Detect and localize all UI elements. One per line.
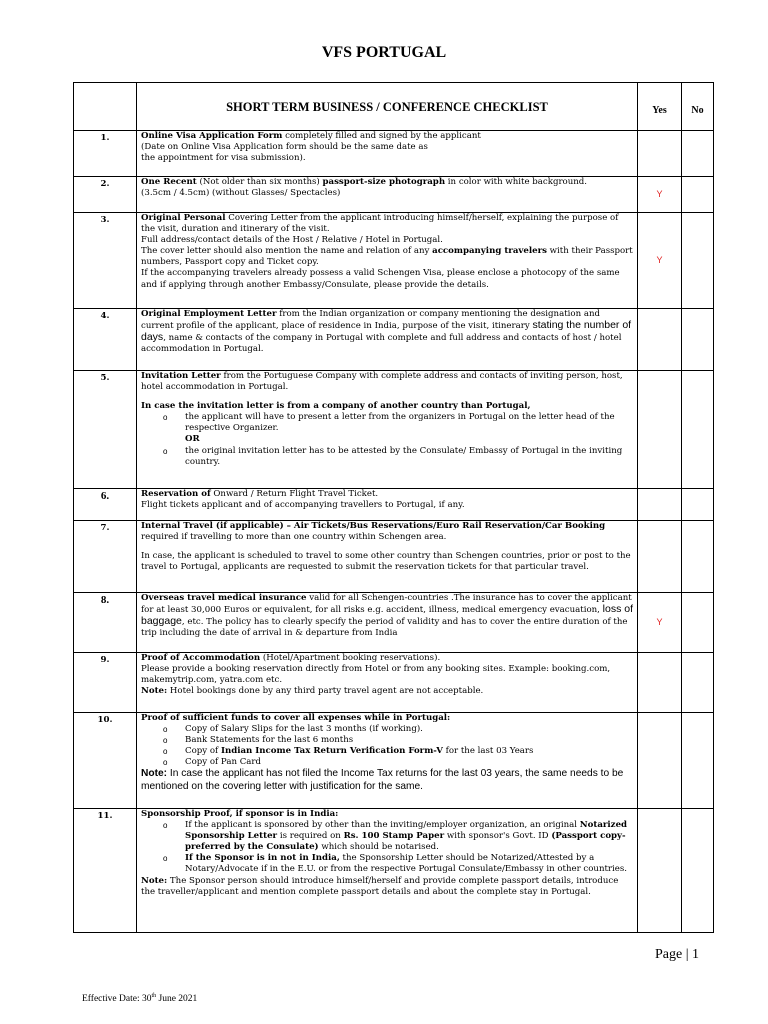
yes-cell bbox=[638, 371, 682, 489]
yes-cell: Y bbox=[638, 593, 682, 653]
table-row bbox=[74, 521, 714, 593]
list-item: o If the applicant is sponsored by other than the inviting/employer organization, an original Notarized Sponsorship Letter is required on Rs. 100 Stamp Paper with sponsor's Govt. ID (Passport copy- preferred by the Consulate) which should be notarised. bbox=[141, 820, 633, 853]
yes-cell bbox=[638, 309, 682, 371]
row-number: 10. bbox=[74, 713, 137, 809]
table-row bbox=[74, 371, 714, 489]
table-row bbox=[74, 593, 714, 653]
table-header-row bbox=[74, 83, 714, 131]
checklist-table bbox=[73, 82, 714, 933]
row-description: Proof of Accommodation (Hotel/Apartment booking reservations). Please provide a booking reservation directly from Hotel or from any booking sites. Example: booking.com, makemytrip.com, yatra.com etc. Note: Hotel bookings done by any third party travel agent are not acceptable. bbox=[137, 653, 638, 713]
table-row bbox=[74, 213, 714, 309]
no-cell bbox=[682, 489, 714, 521]
list-item: o the original invitation letter has to be attested by the Consulate/ Embassy of Portugal in the inviting country. bbox=[141, 446, 633, 468]
list-item: o Bank Statements for the last 6 months bbox=[141, 735, 633, 746]
column-yes-header: Yes bbox=[638, 83, 682, 131]
table-row bbox=[74, 177, 714, 213]
no-cell bbox=[682, 809, 714, 933]
no-cell bbox=[682, 593, 714, 653]
yes-cell bbox=[638, 809, 682, 933]
row-number: 4. bbox=[74, 309, 137, 371]
row-number: 3. bbox=[74, 213, 137, 309]
table-row bbox=[74, 489, 714, 521]
list-item: o Copy of Salary Slips for the last 3 months (if working). bbox=[141, 724, 633, 735]
table-row bbox=[74, 309, 714, 371]
row-number: 6. bbox=[74, 489, 137, 521]
list-item: o the applicant will have to present a letter from the organizers in Portugal on the letter head of the respective Organizer. bbox=[141, 412, 633, 434]
yes-cell bbox=[638, 713, 682, 809]
no-cell bbox=[682, 371, 714, 489]
row-number: 2. bbox=[74, 177, 137, 213]
row-description: Reservation of Onward / Return Flight Travel Ticket. Flight tickets applicant and of accompanying travellers to Portugal, if any. bbox=[137, 489, 638, 521]
yes-cell bbox=[638, 653, 682, 713]
list-item: o Copy of Indian Income Tax Return Verification Form-V for the last 03 Years bbox=[141, 746, 633, 757]
row-description: Original Personal Covering Letter from the applicant introducing himself/herself, explaining the purpose of the visit, duration and itinerary of the visit. Full address/contact details of the Host / Relative / Hotel in Portugal. The cover letter should also mention the name and relation of any accompanying travelers with their Passport numbers, Passport copy and Ticket copy. If the accompanying travelers already possess a valid Schengen Visa, please enclose a photocopy of the same and if applying through another Embassy/Consulate, please provide the details. bbox=[137, 213, 638, 309]
row-description: Original Employment Letter from the Indian organization or company mentioning the designation and current profile of the applicant, place of residence in India, purpose of the visit, itinerary stating the number of days, name & contacts of the company in Portugal with complete and full address and contacts of host / hotel accommodation in Portugal. bbox=[137, 309, 638, 371]
list-item: o If the Sponsor is in not in India, the Sponsorship Letter should be Notarized/Attested by a Notary/Advocate if in the E.U. or from the respective Portugal Consulate/Embassy in other countries. bbox=[141, 853, 633, 875]
yes-cell: Y bbox=[638, 177, 682, 213]
column-no-header: No bbox=[682, 83, 714, 131]
row-number: 7. bbox=[74, 521, 137, 593]
row-number: 1. bbox=[74, 131, 137, 177]
no-cell bbox=[682, 713, 714, 809]
row-number: 11. bbox=[74, 809, 137, 933]
row-description: Invitation Letter from the Portuguese Company with complete address and contacts of inviting person, host, hotel accommodation in Portugal. In case the invitation letter is from a company of another country than Portugal, o the applicant will have to present a letter from the organizers in Portugal on the letter head of the respective Organizer. OR o the original invitation letter has to be attested by the Consulate/ Embassy of Portugal in the inviting country. bbox=[137, 371, 638, 489]
page-number: Page | 1 bbox=[655, 947, 700, 962]
no-cell bbox=[682, 213, 714, 309]
row-number: 8. bbox=[74, 593, 137, 653]
row-number: 9. bbox=[74, 653, 137, 713]
row-description: One Recent (Not older than six months) passport-size photograph in color with white background. (3.5cm / 4.5cm) (without Glasses/ Spectacles) bbox=[137, 177, 638, 213]
no-cell bbox=[682, 521, 714, 593]
table-row bbox=[74, 653, 714, 713]
no-cell bbox=[682, 309, 714, 371]
yes-cell bbox=[638, 131, 682, 177]
row-description: Internal Travel (if applicable) – Air Tickets/Bus Reservations/Euro Rail Reservation/Car Booking required if travelling to more than one country within Schengen area. In case, the applicant is scheduled to travel to some other country than Schengen countries, prior or post to the travel to Portugal, applicants are requested to submit the reservation tickets for that particular travel. bbox=[137, 521, 638, 593]
row-number: 5. bbox=[74, 371, 137, 489]
table-row bbox=[74, 131, 714, 177]
row-description: Sponsorship Proof, if sponsor is in India: o If the applicant is sponsored by other than the inviting/employer organization, an original Notarized Sponsorship Letter is required on Rs. 100 Stamp Paper with sponsor's Govt. ID (Passport copy- preferred by the Consulate) which should be notarised. o If the Sponsor is in not in India, the Sponsorship Letter should be Notarized/Attested by a Notary/Advocate if in the E.U. or from the respective Portugal Consulate/Embassy in other countries. Note: The Sponsor person should introduce himself/herself and provide complete passport details, introduce the traveller/applicant and mention complete passport details and about the complete stay in Portugal. bbox=[137, 809, 638, 933]
table-row bbox=[74, 809, 714, 933]
header-blank-cell bbox=[74, 83, 137, 131]
row-description: Online Visa Application Form completely filled and signed by the applicant (Date on Online Visa Application form should be the same date as the appointment for visa submission). bbox=[137, 131, 638, 177]
document-title: VFS PORTUGAL bbox=[321, 44, 447, 61]
no-cell bbox=[682, 653, 714, 713]
list-item: o Copy of Pan Card bbox=[141, 757, 633, 768]
checklist-title: SHORT TERM BUSINESS / CONFERENCE CHECKLIST bbox=[137, 83, 638, 131]
effective-date: Effective Date: 30th June 2021 bbox=[82, 993, 198, 1005]
yes-cell bbox=[638, 521, 682, 593]
table-row bbox=[74, 713, 714, 809]
yes-cell: Y bbox=[638, 213, 682, 309]
no-cell bbox=[682, 131, 714, 177]
no-cell bbox=[682, 177, 714, 213]
row-description: Overseas travel medical insurance valid for all Schengen-countries .The insurance has to cover the applicant for at least 30,000 Euros or equivalent, for all risks e.g. accident, illness, medical emergency evacuation, loss of baggage, etc. The policy has to clearly specify the period of validity and has to cover the entire duration of the trip including the date of arrival in & departure from India bbox=[137, 593, 638, 653]
row-description: Proof of sufficient funds to cover all expenses while in Portugal: o Copy of Salary Slips for the last 3 months (if working). o Bank Statements for the last 6 months o Copy of Indian Income Tax Return Verification Form-V for the last 03 Years o Copy of Pan Card Note: In case the applicant has not filed the Income Tax returns for the last 03 years, the same needs to be mentioned on the covering letter with justification for the same. bbox=[137, 713, 638, 809]
yes-cell bbox=[638, 489, 682, 521]
